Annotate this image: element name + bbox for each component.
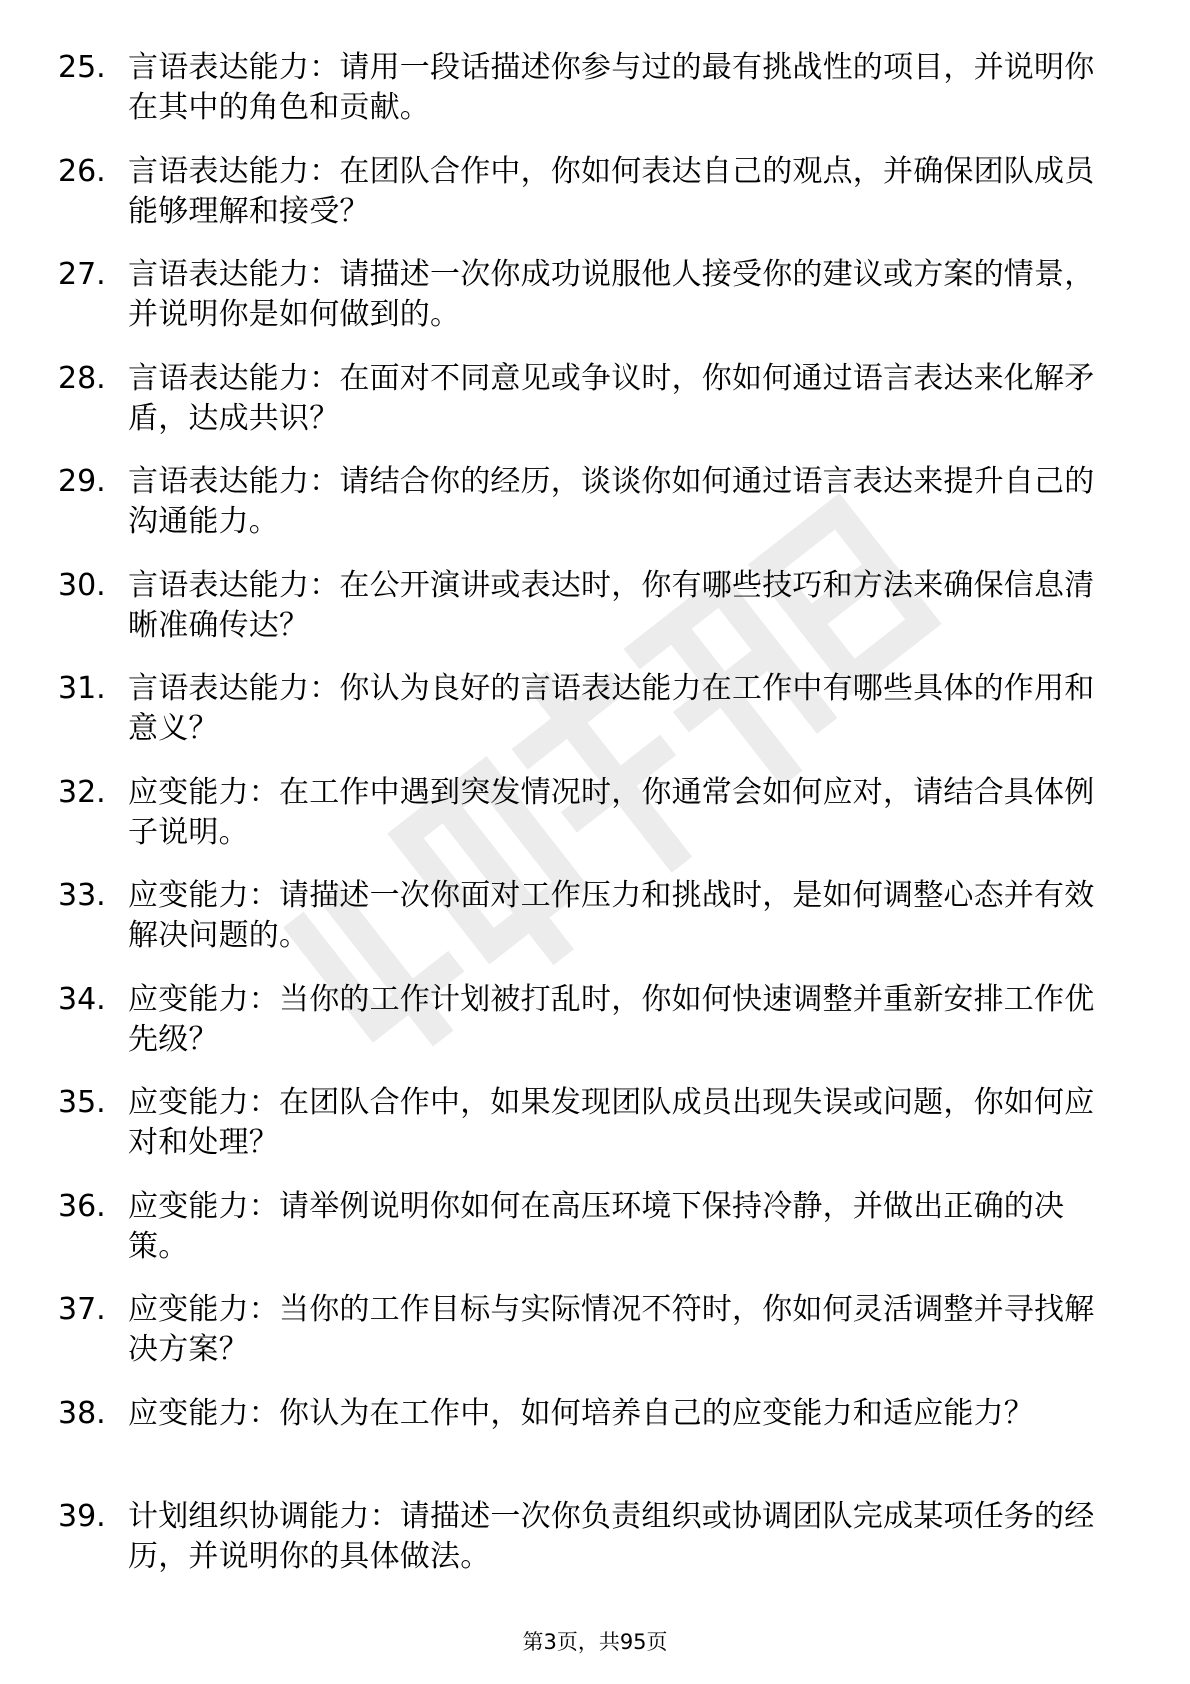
list-item: [58, 1187, 1118, 1291]
question-number: 25.: [58, 50, 106, 85]
question-number: 34.: [58, 981, 106, 1017]
question-number: 29.: [58, 464, 106, 499]
question-text: 言语表达能力：在团队合作中，你如何表达自己的观点，并确保团队成员能够理解和接受？: [128, 153, 1095, 229]
question-number: 31.: [58, 671, 106, 706]
question-number: 36.: [58, 1188, 106, 1224]
list-item: [58, 255, 1118, 359]
list-item: [58, 876, 1118, 980]
question-number: 33.: [58, 878, 106, 913]
question-text: 应变能力：当你的工作计划被打乱时，你如何快速调整并重新安排工作优先级？: [128, 981, 1095, 1057]
question-text: 言语表达能力：在公开演讲或表达时，你有哪些技巧和方法来确保信息清晰准确传达？: [128, 567, 1095, 643]
list-item: [58, 462, 1118, 566]
question-list: [58, 48, 1118, 1601]
question-number: 26.: [58, 153, 106, 189]
question-number: 35.: [58, 1085, 106, 1120]
list-item: [58, 566, 1118, 670]
question-text: 应变能力：请描述一次你面对工作压力和挑战时，是如何调整心态并有效解决问题的。: [128, 878, 1095, 953]
question-text: 言语表达能力：在面对不同意见或争议时，你如何通过语言表达来化解矛盾，达成共识？: [128, 360, 1095, 436]
question-number: 39.: [58, 1499, 106, 1534]
question-text: 言语表达能力：你认为良好的言语表达能力在工作中有哪些具体的作用和意义？: [128, 671, 1095, 746]
list-item: [58, 669, 1118, 773]
list-item: [58, 359, 1118, 463]
question-number: 37.: [58, 1292, 106, 1327]
question-number: 32.: [58, 774, 106, 810]
question-text: 应变能力：在工作中遇到突发情况时，你通常会如何应对，请结合具体例子说明。: [128, 774, 1095, 850]
question-text: 应变能力：当你的工作目标与实际情况不符时，你如何灵活调整并寻找解决方案？: [128, 1292, 1095, 1367]
question-text: 言语表达能力：请用一段话描述你参与过的最有挑战性的项目，并说明你在其中的角色和贡献。: [128, 50, 1095, 125]
question-number: 38.: [58, 1395, 106, 1431]
list-item: [58, 1497, 1118, 1601]
list-item: [58, 48, 1118, 152]
question-text: 言语表达能力：请结合你的经历，谈谈你如何通过语言表达来提升自己的沟通能力。: [128, 464, 1095, 539]
question-text: 应变能力：你认为在工作中，如何培养自己的应变能力和适应能力？: [128, 1395, 1034, 1431]
question-text: 应变能力：在团队合作中，如果发现团队成员出现失误或问题，你如何应对和处理？: [128, 1085, 1095, 1160]
question-text: 应变能力：请举例说明你如何在高压环境下保持冷静，并做出正确的决策。: [128, 1188, 1065, 1264]
list-item: [58, 1290, 1118, 1394]
question-text: 计划组织协调能力：请描述一次你负责组织或协调团队完成某项任务的经历，并说明你的具体做法。: [128, 1499, 1095, 1574]
list-item: [58, 152, 1118, 256]
list-item: [58, 773, 1118, 877]
list-item: [58, 1083, 1118, 1187]
question-text: 言语表达能力：请描述一次你成功说服他人接受你的建议或方案的情景，并说明你是如何做到的。: [128, 257, 1095, 332]
question-number: 27.: [58, 257, 106, 292]
list-item: [58, 1394, 1118, 1498]
question-number: 28.: [58, 360, 106, 396]
list-item: [58, 980, 1118, 1084]
page-number-footer: 第3页，共95页: [522, 1630, 668, 1654]
question-number: 30.: [58, 567, 106, 603]
